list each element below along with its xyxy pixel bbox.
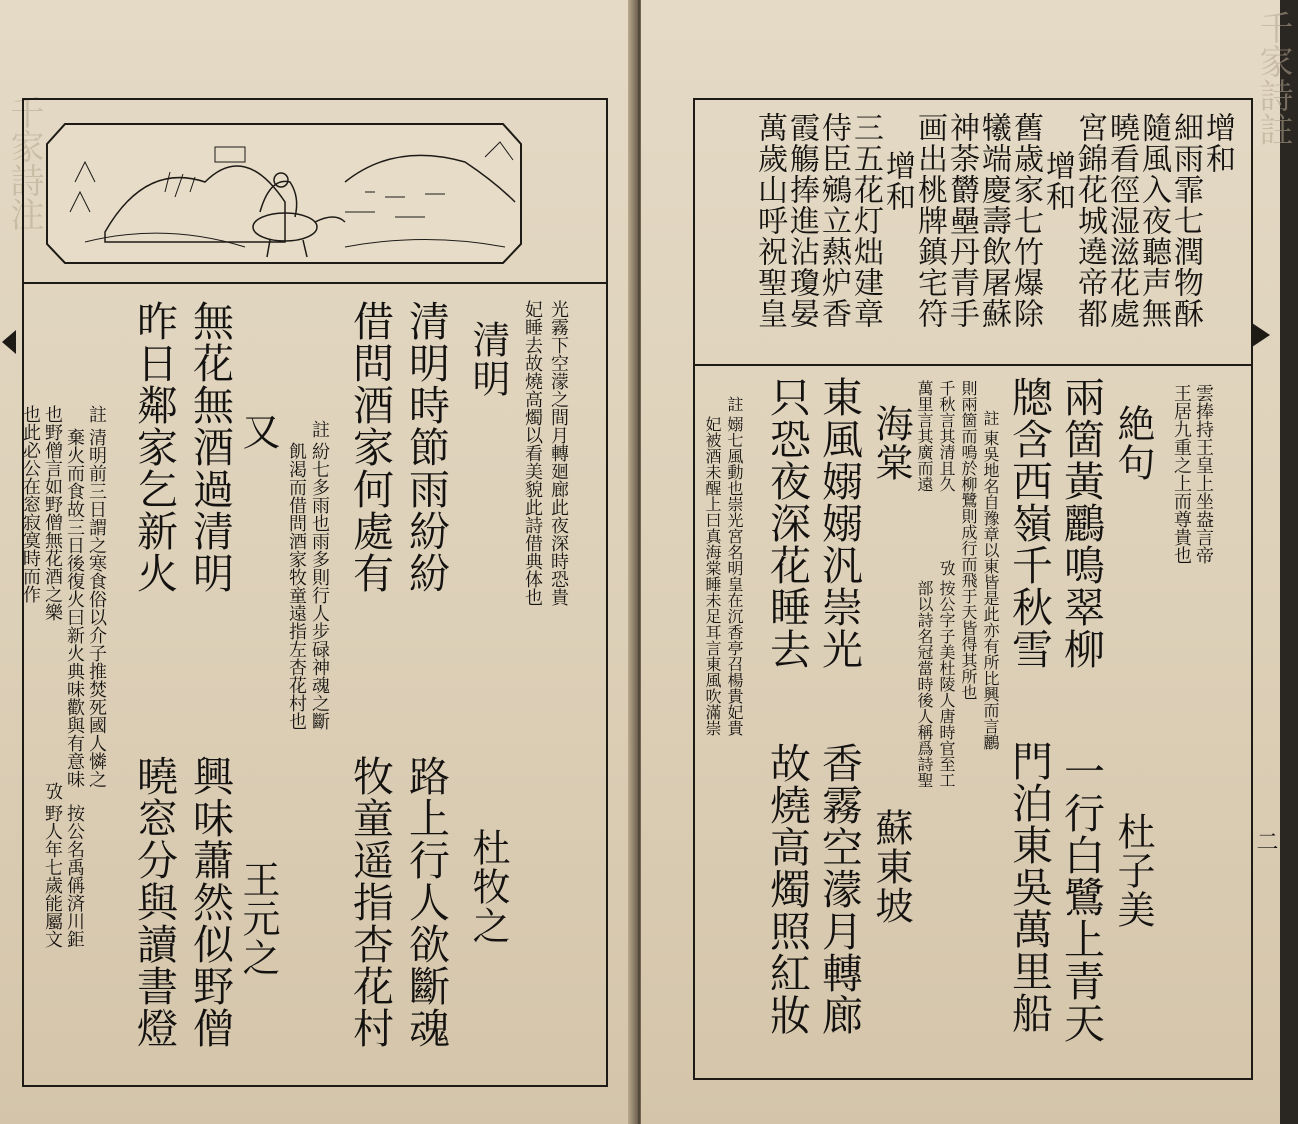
top-section-2-line-4: 画出桃牌鎮宅符 <box>912 112 947 329</box>
poem1-kao-line-2: 部以詩名冠當時後人稱爲詩聖 <box>915 580 934 788</box>
second-title: 又 <box>236 412 280 451</box>
poem2-note-line-2: 妃被酒未醒上曰真海棠睡未足耳言東風吹滿崇 <box>703 416 722 736</box>
poem-line-4: 牧童遥指杏花村 <box>346 755 394 1049</box>
top-section-2-line-3: 神荼欝壘丹青手 <box>944 112 979 329</box>
kao-line: 野人年七歲能屬文 <box>42 804 63 948</box>
top-section-1-line-3: 曉看徑湿滋花處 <box>1104 112 1139 329</box>
poem-title: 清明 <box>466 320 510 398</box>
poem2-line-2: 香霧空濛月轉廊 <box>815 742 863 1036</box>
poem2-author: 蘇東坡 <box>869 808 913 925</box>
poem2-title: 海棠 <box>869 404 913 482</box>
right-margin-title: 千家詩註 <box>1253 10 1293 146</box>
landscape-illustration <box>45 122 523 265</box>
page-number: 二 <box>1253 830 1278 852</box>
note-line-1: 紛七多雨也雨多則行人步碌神魂之斷 <box>309 442 330 730</box>
top-section-1-line-4: 宮錦花城遶帝都 <box>1072 112 1107 329</box>
top-section-3-line-1: 三五花灯炪建章 <box>848 112 883 329</box>
poem1-kao-line-1: 按公字子美杜陵人唐時官至工 <box>937 580 956 788</box>
second-note-line-2: 棄火而食故三日後復火曰新火典味歡與有意味 <box>64 428 85 788</box>
poem1-line-1: 兩箇黃鸝鳴翠柳 <box>1057 376 1105 670</box>
top-section-2-line-2: 犧端慶壽飲屠蘇 <box>976 112 1011 329</box>
poem1-line-4: 門泊東吳萬里船 <box>1005 740 1053 1034</box>
second-line-1: 無花無酒過清明 <box>186 300 234 594</box>
poem1-kao-label: 攷 <box>937 560 956 576</box>
poem1-line-2: 一行白鷺上青天 <box>1057 750 1105 1044</box>
right-page <box>641 0 1293 1124</box>
continued-note-1: 雲捧持王皇上坐盎言帝 <box>1193 384 1214 564</box>
poem1-line-3: 牕含西嶺千秋雪 <box>1005 376 1053 670</box>
note-label: 註 <box>309 420 330 438</box>
top-note-col-2: 妃睡去故燒高燭以看美貌此詩借典体也 <box>522 300 543 606</box>
second-note-line-4: 也此必公在窓寂寞時而作 <box>20 405 41 603</box>
poem1-note-label: 註 <box>981 410 1000 426</box>
poem1-author: 杜子美 <box>1111 812 1155 929</box>
left-margin-title: 千家詩注 <box>4 95 44 231</box>
poem-line-2: 路上行人欲斷魂 <box>402 755 450 1049</box>
poem2-line-4: 故燒高燭照紅妝 <box>763 742 811 1036</box>
top-section-1-line-2: 隨風入夜聽声無 <box>1136 112 1171 329</box>
top-section-1-line-1: 細雨霏七潤物酥 <box>1168 112 1203 329</box>
left-divider <box>22 282 606 284</box>
left-page <box>0 0 636 1124</box>
second-line-2: 興味蕭然似野僧 <box>186 755 234 1049</box>
top-section-3-label: 增和 <box>880 150 915 212</box>
second-note-line-3: 也野僧言如野僧無花酒之樂 <box>42 405 63 621</box>
top-section-3-line-2: 侍臣鵷立爇炉香 <box>816 112 851 329</box>
continued-note-2: 王居九重之上而尊貴也 <box>1171 384 1192 564</box>
top-section-3-line-4: 萬歲山呼祝聖皇 <box>752 112 787 329</box>
kao-prefix: 按公名禹偁済川鉅 <box>64 804 85 948</box>
note-line-2: 飢渇而借問酒家牧童遠指左杏花村也 <box>286 442 307 730</box>
top-section-3-line-3: 霞觴捧進沾瓊晏 <box>784 112 819 329</box>
poem1-note-line-4: 萬里言其廣而遠 <box>915 380 934 492</box>
poem1-note-line-3: 千秋言其清且久 <box>937 380 956 492</box>
second-author: 王元之 <box>236 860 280 977</box>
second-note-label: 註 <box>86 405 107 423</box>
poem2-line-3: 只恐夜深花睡去 <box>763 376 811 670</box>
top-section-1-label: 增和 <box>1200 112 1235 174</box>
top-section-2-label: 增和 <box>1040 150 1075 212</box>
top-note-col-1: 光霧下空濛之間月轉廻廊此夜深時恐貴 <box>548 300 569 606</box>
poem-line-1: 清明時節雨紛紛 <box>402 300 450 594</box>
poem-author: 杜牧之 <box>466 828 510 945</box>
right-divider <box>693 364 1251 366</box>
poem2-line-1: 東風嫋嫋汎崇光 <box>815 376 863 670</box>
top-section-2-line-1: 舊歳家七竹爆除 <box>1008 112 1043 329</box>
poem2-note-line-1: 嫋七風動也崇光宮名明皇在沉香亭召楊貴妃貴 <box>725 416 744 736</box>
poem2-note-label: 註 <box>725 396 744 412</box>
poem1-note-line-2: 則兩箇而鳴於柳鷺則成行而飛于天皆得其所也 <box>959 380 978 700</box>
poem1-note-line-1: 東吳地名自豫章以東皆是此亦有所比興而言鸝 <box>981 430 1000 750</box>
poem-line-3: 借問酒家何處有 <box>346 300 394 594</box>
section-title: 絶句 <box>1111 404 1155 482</box>
second-line-3: 昨日鄰家乞新火 <box>130 300 178 594</box>
kao-label: 攷 <box>42 782 63 800</box>
second-note-line-1: 清明前三日謂之寒食俗以介子推焚死國人憐之 <box>86 428 107 788</box>
fishtail-mark-right <box>1252 323 1270 347</box>
second-line-4: 曉窓分與讀書燈 <box>130 755 178 1049</box>
fishtail-mark <box>2 330 16 354</box>
